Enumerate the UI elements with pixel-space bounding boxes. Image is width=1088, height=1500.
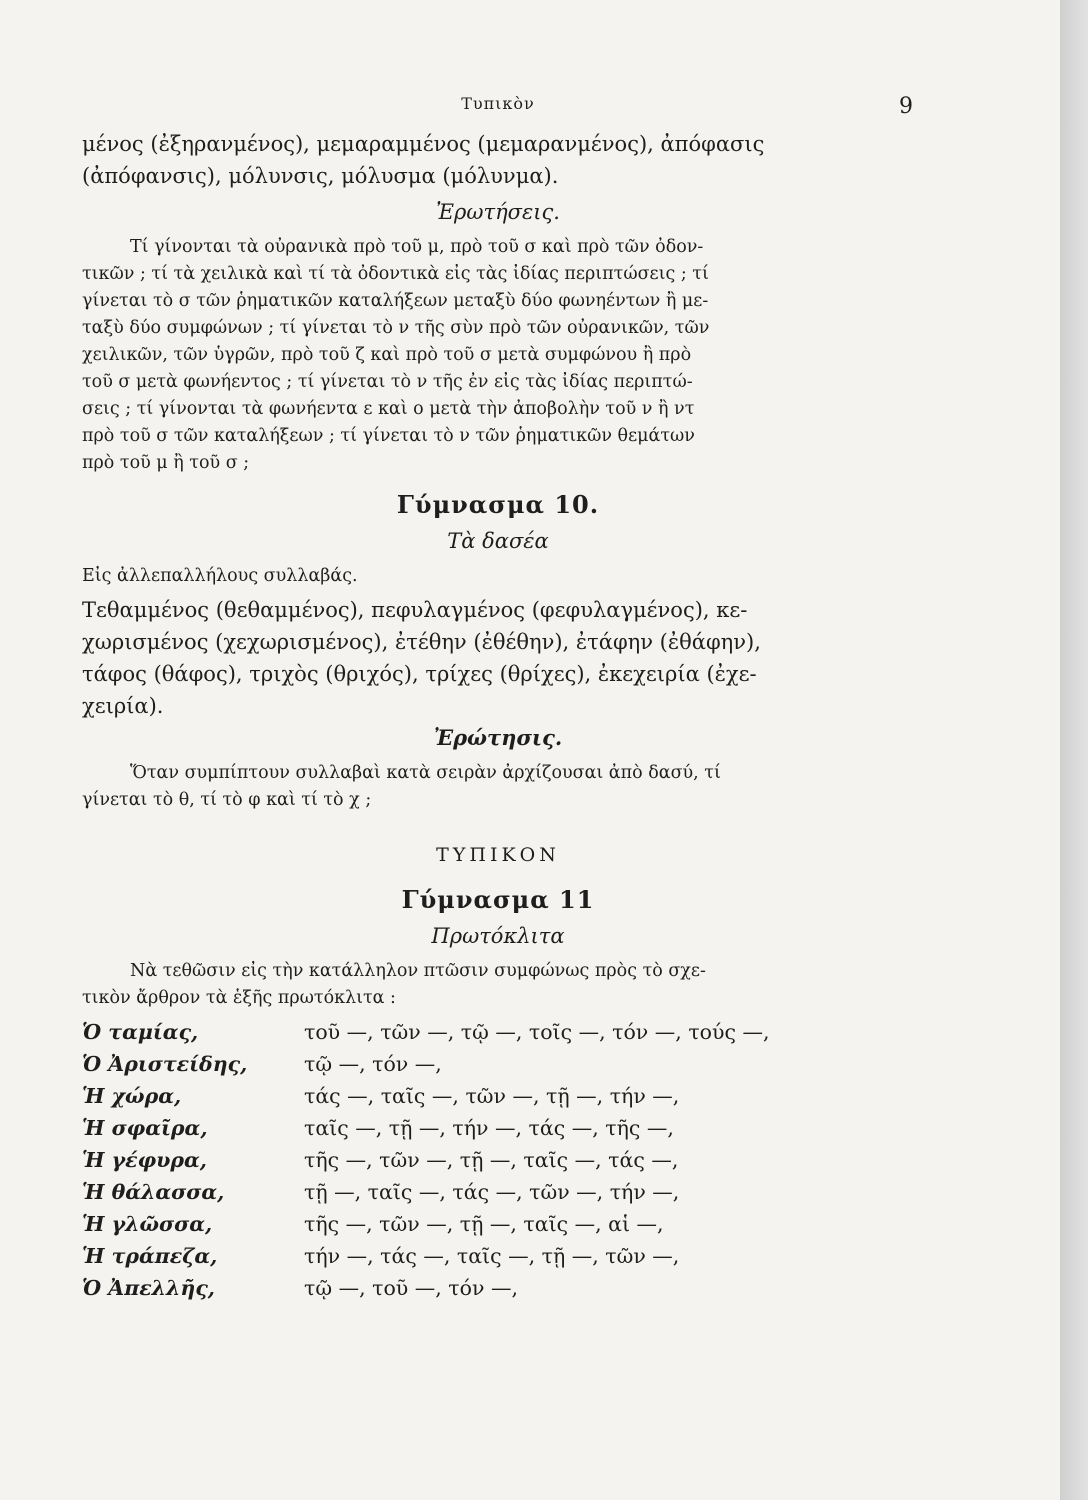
exercise-11-heading: Γύμνασμα 11 bbox=[401, 885, 595, 914]
page-edge bbox=[1060, 0, 1088, 1500]
forms-cell: τῇ —, ταῖς —, τάς —, τῶν —, τήν —, bbox=[304, 1180, 680, 1204]
text-line: τάφος (θάφος), τριχὸς (θριχός), τρίχες (θρίχες), ἐκεχειρία (ἐχε- bbox=[82, 662, 757, 686]
table-row bbox=[82, 1208, 914, 1240]
text-line: γίνεται τὸ σ τῶν ῥηματικῶν καταλήξεων μεταξὺ δύο φωνηέντων ἢ με- bbox=[82, 291, 709, 311]
text-line: γίνεται τὸ θ, τί τὸ φ καὶ τί τὸ χ ; bbox=[82, 790, 372, 810]
exercise-10-text bbox=[82, 594, 914, 722]
noun-cell: Ὁ Ἀριστείδης, bbox=[82, 1052, 248, 1076]
exercise-10-question bbox=[82, 760, 914, 814]
exercise-10-subheading: Τὰ δασέα bbox=[447, 529, 549, 553]
forms-cell: τοῦ —, τῶν —, τῷ —, τοῖς —, τόν —, τούς —, bbox=[304, 1020, 770, 1044]
intro-paragraph bbox=[82, 128, 914, 192]
page-number: 9 bbox=[899, 94, 914, 119]
declension-table bbox=[82, 1016, 914, 1304]
text-line: (ἀπόφανσις), μόλυνσις, μόλυσμα (μόλυνμα). bbox=[82, 164, 559, 188]
exercise-11-subheading: Πρωτόκλιτα bbox=[431, 924, 565, 948]
running-title: Τυπικὸν bbox=[461, 94, 535, 113]
exercise-10-heading: Γύμνασμα 10. bbox=[396, 490, 600, 519]
table-row bbox=[82, 1112, 914, 1144]
text-line: πρὸ τοῦ σ τῶν καταλήξεων ; τί γίνεται τὸ ν τῶν ῥηματικῶν θεμάτων bbox=[82, 426, 695, 446]
exercise-10-instruction: Εἰς ἀλλεπαλλήλους συλλαβάς. bbox=[82, 566, 358, 586]
noun-cell: Ἡ γέφυρα, bbox=[82, 1148, 207, 1172]
text-line: χωρισμένος (χεχωρισμένος), ἐτέθην (ἐθέθην), ἐτάφην (ἐθάφην), bbox=[82, 630, 761, 654]
page-content bbox=[82, 94, 914, 1304]
noun-cell: Ὁ Ἀπελλῆς, bbox=[82, 1276, 215, 1300]
questions-title: Ἐρωτήσεις. bbox=[436, 200, 560, 224]
text-line: μένος (ἐξηρανμένος), μεμαραμμένος (μεμαρανμένος), ἀπόφασις bbox=[82, 132, 765, 156]
text-line: Ὅταν συμπίπτουν συλλαβαὶ κατὰ σειρὰν ἀρχίζουσαι ἀπὸ δασύ, τί bbox=[130, 763, 721, 783]
forms-cell: τήν —, τάς —, ταῖς —, τῇ —, τῶν —, bbox=[304, 1244, 680, 1268]
noun-cell: Ἡ χώρα, bbox=[82, 1084, 182, 1108]
forms-cell: τῷ —, τοῦ —, τόν —, bbox=[304, 1276, 518, 1300]
text-line: Νὰ τεθῶσιν εἰς τὴν κατάλληλον πτῶσιν συμφώνως πρὸς τὸ σχε- bbox=[130, 961, 706, 981]
table-row bbox=[82, 1144, 914, 1176]
text-line: χειρία). bbox=[82, 694, 164, 718]
forms-cell: τῷ —, τόν —, bbox=[304, 1052, 442, 1076]
noun-cell: Ἡ σφαῖρα, bbox=[82, 1116, 208, 1140]
questions-paragraph bbox=[82, 234, 914, 477]
table-row bbox=[82, 1080, 914, 1112]
section-title: ΤΥΠΙΚΟΝ bbox=[436, 844, 560, 866]
exercise-11-instruction bbox=[82, 958, 914, 1012]
noun-cell: Ἡ θάλασσα, bbox=[82, 1180, 225, 1204]
running-header bbox=[82, 94, 914, 124]
text-line: χειλικῶν, τῶν ὑγρῶν, πρὸ τοῦ ζ καὶ πρὸ τοῦ σ μετὰ συμφώνου ἢ πρὸ bbox=[82, 345, 692, 365]
noun-cell: Ὁ ταμίας, bbox=[82, 1020, 199, 1044]
text-line: σεις ; τί γίνονται τὰ φωνήεντα ε καὶ ο μετὰ τὴν ἀποβολὴν τοῦ ν ἢ ντ bbox=[82, 399, 695, 419]
text-line: πρὸ τοῦ μ ἢ τοῦ σ ; bbox=[82, 453, 250, 473]
text-line: τικῶν ; τί τὰ χειλικὰ καὶ τί τὰ ὀδοντικὰ εἰς τὰς ἰδίας περιπτώσεις ; τί bbox=[82, 264, 709, 284]
text-line: ταξὺ δύο συμφώνων ; τί γίνεται τὸ ν τῆς σὺν πρὸ τῶν οὐρανικῶν, τῶν bbox=[82, 318, 710, 338]
text-line: τοῦ σ μετὰ φωνήεντος ; τί γίνεται τὸ ν τῆς ἐν εἰς τὰς ἰδίας περιπτώ- bbox=[82, 372, 693, 392]
forms-cell: τῆς —, τῶν —, τῇ —, ταῖς —, αἱ —, bbox=[304, 1212, 664, 1236]
exercise-10-question-title: Ἐρώτησις. bbox=[433, 725, 563, 750]
table-row bbox=[82, 1016, 914, 1048]
forms-cell: ταῖς —, τῇ —, τήν —, τάς —, τῆς —, bbox=[304, 1116, 674, 1140]
table-row bbox=[82, 1240, 914, 1272]
forms-cell: τῆς —, τῶν —, τῇ —, ταῖς —, τάς —, bbox=[304, 1148, 679, 1172]
noun-cell: Ἡ τράπεζα, bbox=[82, 1244, 218, 1268]
table-row bbox=[82, 1048, 914, 1080]
table-row bbox=[82, 1176, 914, 1208]
text-line: Τί γίνονται τὰ οὐρανικὰ πρὸ τοῦ μ, πρὸ τοῦ σ καὶ πρὸ τῶν ὀδον- bbox=[130, 237, 704, 257]
table-row bbox=[82, 1272, 914, 1304]
forms-cell: τάς —, ταῖς —, τῶν —, τῇ —, τήν —, bbox=[304, 1084, 680, 1108]
text-line: Τεθαμμένος (θεθαμμένος), πεφυλαγμένος (φεφυλαγμένος), κε- bbox=[82, 598, 748, 622]
text-line: τικὸν ἄρθρον τὰ ἑξῆς πρωτόκλιτα : bbox=[82, 988, 396, 1008]
noun-cell: Ἡ γλῶσσα, bbox=[82, 1212, 213, 1236]
